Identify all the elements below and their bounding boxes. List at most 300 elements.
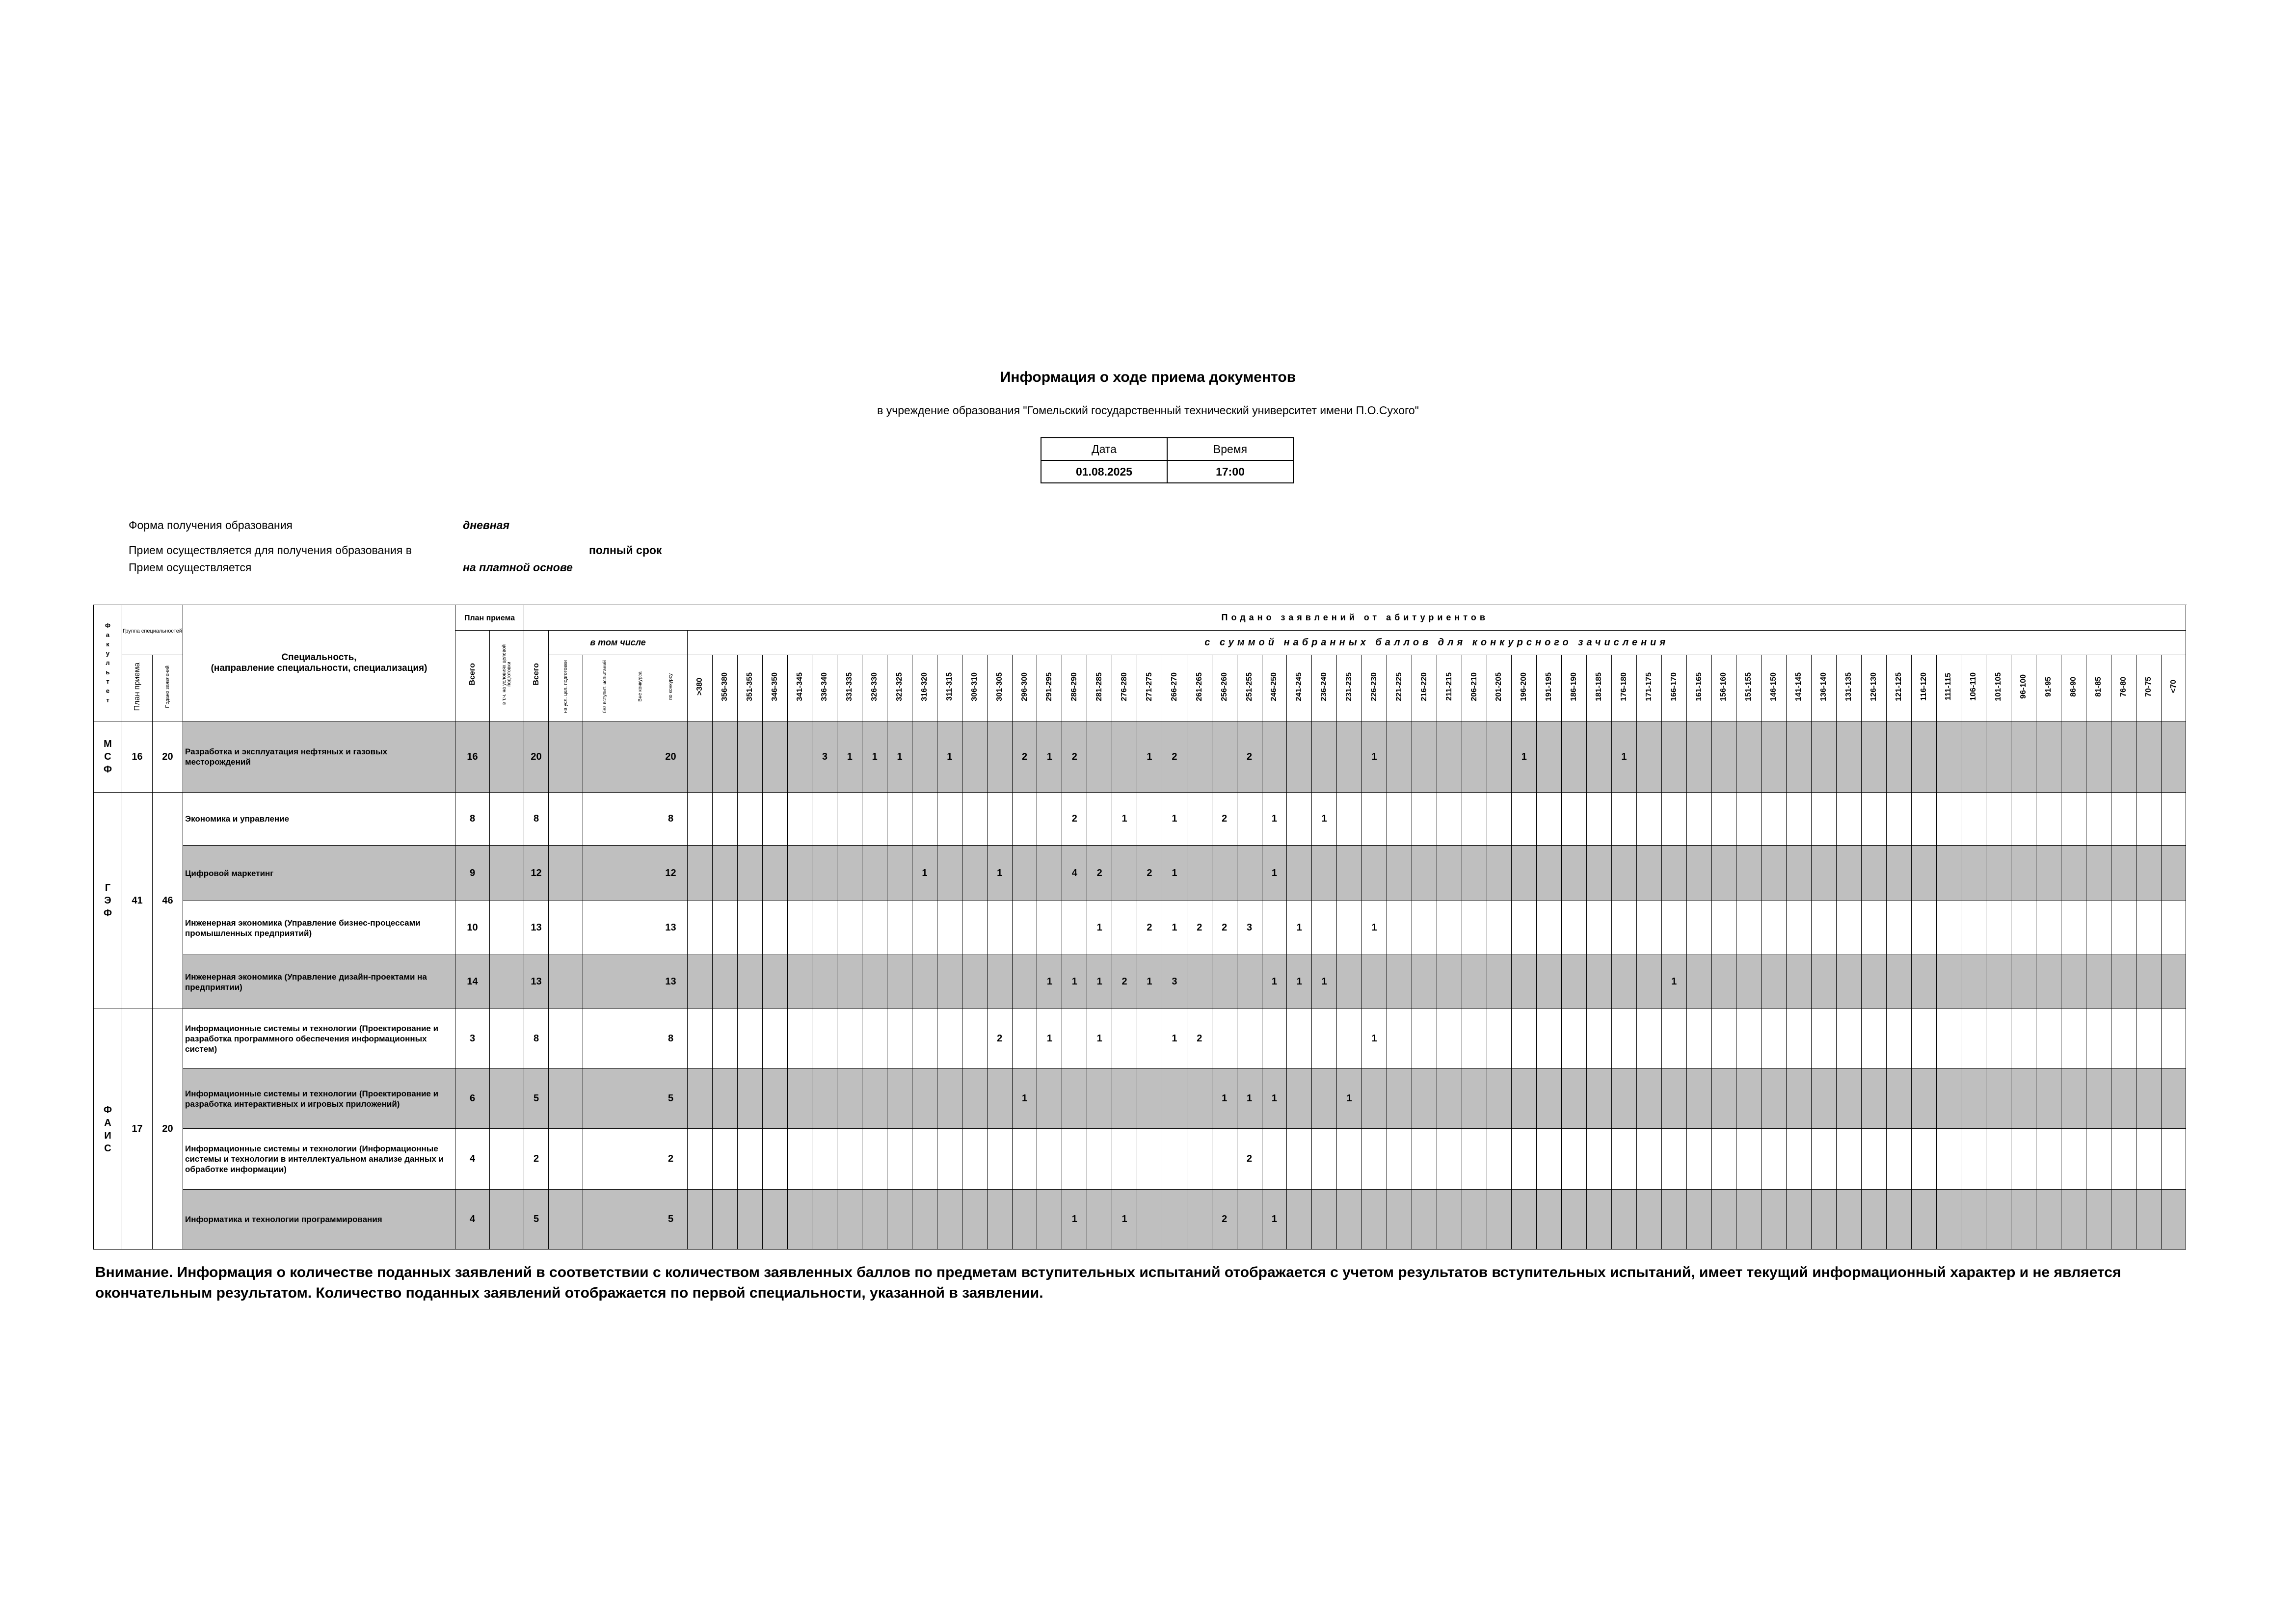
score-range-header: [1787, 655, 1812, 721]
score-cell: [1162, 1190, 1187, 1250]
score-range-label: 326-330: [870, 672, 879, 701]
score-cell: [937, 955, 962, 1009]
score-cell: [1412, 1190, 1437, 1250]
score-cell: [2111, 1009, 2136, 1069]
score-cell: [2061, 955, 2086, 1009]
score-cell: [762, 793, 787, 846]
score-cell: [1037, 1069, 1062, 1129]
time-value: 17:00: [1167, 460, 1293, 483]
score-range-label: 91-95: [2044, 676, 2053, 697]
score-value: 1: [1046, 1033, 1052, 1044]
score-cell: [1562, 901, 1587, 955]
score-range-label: 111-115: [1944, 672, 1953, 701]
score-cell: [787, 1129, 812, 1190]
score-value: 2: [1246, 1153, 1253, 1164]
score-cell: [812, 1129, 837, 1190]
score-range-header: [1237, 655, 1262, 721]
score-value: 1: [1172, 1033, 1177, 1044]
score-range-header: [1212, 655, 1237, 721]
score-cell: [1936, 901, 1961, 955]
score-cell: [2061, 901, 2086, 955]
score-cell: [1062, 846, 1087, 901]
score-range-header: [1861, 655, 1886, 721]
score-cell: [1362, 846, 1387, 901]
score-range-header: [2011, 655, 2036, 721]
score-range-header: [1137, 655, 1162, 721]
score-cell: [1137, 846, 1162, 901]
score-range-header: [1337, 655, 1362, 721]
score-cell: [1861, 955, 1886, 1009]
score-cell: [1362, 721, 1387, 793]
plan-value: 10: [467, 922, 478, 933]
group-header-label: Группа специальностей: [122, 628, 183, 634]
incl-competition-cell: [654, 721, 688, 793]
score-cell: [1562, 721, 1587, 793]
score-value: 4: [1071, 867, 1077, 879]
score-value: 1: [1371, 751, 1377, 762]
specialty-cell: [183, 1190, 455, 1250]
score-range-header: [762, 655, 787, 721]
score-range-label: 351-355: [745, 672, 754, 701]
score-cell: [1037, 1009, 1062, 1069]
score-cell: [1836, 955, 1861, 1009]
score-range-label: 246-250: [1270, 672, 1279, 701]
score-cell: [1137, 1069, 1162, 1129]
score-cell: [2086, 955, 2111, 1009]
score-value: 1: [1296, 976, 1302, 987]
score-range-header: [2061, 655, 2086, 721]
score-cell: [1287, 1190, 1312, 1250]
score-cell: [1462, 955, 1487, 1009]
score-value: 1: [1172, 922, 1177, 933]
score-cell: [737, 846, 762, 901]
score-cell: [2111, 1190, 2136, 1250]
score-cell: [887, 1009, 912, 1069]
score-range-header: [1112, 655, 1137, 721]
score-cell: [1961, 721, 1986, 793]
table-row: [94, 1069, 2186, 1129]
score-cell: [1686, 955, 1711, 1009]
score-cell: [1037, 846, 1062, 901]
incl-target-cell: [549, 1190, 583, 1250]
score-cell: [1462, 721, 1487, 793]
score-range-header: [1986, 655, 2011, 721]
score-range-header: [1936, 655, 1961, 721]
score-value: 2: [1147, 922, 1152, 933]
score-cell: [787, 901, 812, 955]
score-cell: [1312, 1129, 1337, 1190]
score-range-label: 316-320: [920, 672, 929, 701]
score-cell: [1512, 846, 1537, 901]
score-cell: [1112, 721, 1137, 793]
score-cell: [2036, 721, 2061, 793]
score-cell: [912, 1069, 937, 1129]
score-cell: [1487, 721, 1512, 793]
plan-total-label: Всего: [468, 663, 477, 686]
score-cell: [1137, 1190, 1162, 1250]
score-cell: [1137, 955, 1162, 1009]
score-range-label: 286-290: [1070, 672, 1079, 701]
score-value: 2: [1222, 813, 1228, 824]
score-value: 1: [1271, 813, 1277, 824]
score-cell: [1611, 721, 1636, 793]
score-cell: [837, 901, 862, 955]
score-cell: [1961, 1190, 1986, 1250]
score-cell: [1911, 1190, 1936, 1250]
group-plan-value: 16: [132, 751, 143, 762]
score-cell: [1162, 1069, 1187, 1129]
score-cell: [1237, 846, 1262, 901]
score-cell: [887, 1190, 912, 1250]
score-range-header: [1611, 655, 1636, 721]
score-range-label: 296-300: [1020, 672, 1029, 701]
score-cell: [1911, 1129, 1936, 1190]
incl-outside-cell: [627, 793, 654, 846]
score-range-label: 356-380: [720, 672, 729, 701]
score-cell: [1686, 1069, 1711, 1129]
table-row: [94, 1009, 2186, 1069]
score-cell: [2111, 793, 2136, 846]
basis-value: на платной основе: [463, 561, 573, 574]
group-apps-cell: [153, 1009, 183, 1250]
score-range-header: [1587, 655, 1612, 721]
score-value: 2: [997, 1033, 1003, 1044]
apps-total-cell: [524, 721, 549, 793]
score-range-label: 181-185: [1595, 672, 1603, 701]
score-cell: [1636, 721, 1661, 793]
score-cell: [2161, 901, 2186, 955]
plan-target-cell: [490, 846, 524, 901]
score-cell: [1886, 1009, 1911, 1069]
group-plan-cell: [122, 721, 153, 793]
score-cell: [688, 1009, 713, 1069]
apps-total-cell: [524, 1069, 549, 1129]
score-cell: [1337, 1190, 1362, 1250]
score-range-header: [937, 655, 962, 721]
score-range-header: [2036, 655, 2061, 721]
score-cell: [987, 1009, 1012, 1069]
score-range-label: 191-195: [1545, 672, 1553, 701]
score-cell: [1762, 1129, 1787, 1190]
score-cell: [1012, 1069, 1037, 1129]
score-cell: [1087, 901, 1112, 955]
score-range-header: [787, 655, 812, 721]
score-value: 1: [1271, 976, 1277, 987]
score-cell: [887, 955, 912, 1009]
specialty-name: Информационные системы и технологии (Информационные системы и технологии в интеллектуальном анализе данных и обработке информации): [185, 1144, 444, 1174]
score-cell: [1212, 1190, 1237, 1250]
score-cell: [1537, 1069, 1562, 1129]
score-value: 3: [1172, 976, 1177, 987]
score-value: 1: [1172, 867, 1177, 879]
score-cell: [912, 721, 937, 793]
plan-target-cell: [490, 1190, 524, 1250]
score-cell: [712, 1009, 737, 1069]
score-cell: [1262, 1129, 1287, 1190]
score-range-label: 336-340: [820, 672, 829, 701]
score-cell: [1986, 901, 2011, 955]
score-cell: [1762, 846, 1787, 901]
score-cell: [1487, 1190, 1512, 1250]
score-cell: [1787, 1069, 1812, 1129]
score-cell: [1911, 846, 1936, 901]
score-cell: [2061, 846, 2086, 901]
score-cell: [1287, 1009, 1312, 1069]
score-cell: [1961, 901, 1986, 955]
score-range-label: 166-170: [1669, 672, 1678, 701]
apps-total-label: Всего: [532, 663, 540, 686]
incl-competition-cell: [654, 1069, 688, 1129]
score-cell: [2036, 1009, 2061, 1069]
score-cell: [2136, 1129, 2161, 1190]
incl-target-cell: [549, 901, 583, 955]
score-cell: [1762, 721, 1787, 793]
score-cell: [688, 955, 713, 1009]
incl-target-header: [549, 655, 583, 721]
score-cell: [1911, 955, 1936, 1009]
score-cell: [1611, 846, 1636, 901]
score-value: 1: [1371, 1033, 1377, 1044]
score-cell: [1711, 1129, 1736, 1190]
score-cell: [887, 901, 912, 955]
score-cell: [1836, 1069, 1861, 1129]
score-value: 1: [1271, 867, 1277, 879]
score-cell: [1686, 901, 1711, 955]
score-cell: [1886, 1190, 1911, 1250]
score-cell: [2111, 955, 2136, 1009]
plan-cell: [455, 793, 490, 846]
score-cell: [1362, 901, 1387, 955]
score-cell: [1287, 1129, 1312, 1190]
score-cell: [1936, 1069, 1961, 1129]
score-cell: [1986, 846, 2011, 901]
score-range-label: 251-255: [1245, 672, 1254, 701]
score-cell: [1137, 721, 1162, 793]
group-plan-cell: [122, 793, 153, 1009]
incl-noexam-cell: [583, 721, 627, 793]
apps-total-cell: [524, 846, 549, 901]
score-cell: [1062, 1129, 1087, 1190]
score-cell: [1012, 901, 1037, 955]
score-cell: [2086, 1009, 2111, 1069]
incl-outside-cell: [627, 1069, 654, 1129]
score-cell: [1961, 1129, 1986, 1190]
score-cell: [1137, 1009, 1162, 1069]
score-cell: [1212, 1009, 1237, 1069]
score-range-label: 216-220: [1419, 672, 1428, 701]
score-cell: [1062, 901, 1087, 955]
plan-value: 9: [469, 867, 476, 879]
score-cell: [787, 721, 812, 793]
score-cell: [1886, 846, 1911, 901]
plan-cell: [455, 1009, 490, 1069]
score-cell: [1112, 1069, 1137, 1129]
term-label: Прием осуществляется для получения образования в: [129, 544, 412, 557]
score-cell: [1387, 1009, 1412, 1069]
score-range-label: 171-175: [1644, 672, 1653, 701]
score-cell: [1237, 955, 1262, 1009]
score-cell: [1487, 1069, 1512, 1129]
incl-target-cell: [549, 721, 583, 793]
plan-target-cell: [490, 721, 524, 793]
score-value: 1: [1222, 1093, 1228, 1104]
plan-cell: [455, 721, 490, 793]
score-cell: [1836, 1009, 1861, 1069]
score-cell: [1812, 793, 1837, 846]
apps-total-value: 12: [531, 867, 542, 879]
score-cell: [1312, 1009, 1337, 1069]
score-cell: [2086, 1129, 2111, 1190]
score-cell: [1237, 1190, 1262, 1250]
score-cell: [1736, 846, 1762, 901]
score-cell: [1462, 1190, 1487, 1250]
score-cell: [1387, 846, 1412, 901]
score-cell: [1861, 901, 1886, 955]
score-cell: [1611, 901, 1636, 955]
score-cell: [962, 1009, 987, 1069]
incl-competition-label: по конкурсу: [667, 673, 673, 700]
plan-value: 8: [469, 813, 476, 824]
incl-competition-header: [654, 655, 688, 721]
score-cell: [688, 846, 713, 901]
score-cell: [837, 721, 862, 793]
score-cell: [1537, 1009, 1562, 1069]
plan-value: 14: [467, 976, 478, 987]
plan-value: 4: [469, 1153, 476, 1164]
score-cell: [1736, 1009, 1762, 1069]
score-cell: [1012, 1009, 1037, 1069]
score-cell: [912, 955, 937, 1009]
score-cell: [688, 1190, 713, 1250]
score-cell: [1562, 1069, 1587, 1129]
incl-target-cell: [549, 846, 583, 901]
score-cell: [1861, 846, 1886, 901]
score-cell: [712, 1069, 737, 1129]
score-cell: [862, 1069, 887, 1129]
incl-noexam-cell: [583, 1129, 627, 1190]
score-range-label: 76-80: [2119, 676, 2128, 697]
score-cell: [1587, 846, 1612, 901]
date-value: 01.08.2025: [1041, 460, 1167, 483]
score-cell: [1237, 1069, 1262, 1129]
score-cell: [1437, 901, 1462, 955]
score-cell: [1212, 1069, 1237, 1129]
form-label: Форма получения образования: [129, 519, 293, 532]
score-cell: [1437, 1009, 1462, 1069]
incl-outside-header: [627, 655, 654, 721]
apps-total-cell: [524, 1009, 549, 1069]
score-cell: [2161, 1069, 2186, 1129]
plan-value: 6: [469, 1093, 476, 1104]
incl-target-cell: [549, 955, 583, 1009]
apps-total-value: 13: [531, 976, 542, 987]
apps-total-cell: [524, 793, 549, 846]
apps-total-cell: [524, 1129, 549, 1190]
score-cell: [762, 1069, 787, 1129]
score-cell: [1711, 721, 1736, 793]
specialty-name: Инженерная экономика (Управление дизайн-проектами на предприятии): [185, 972, 427, 992]
score-cell: [787, 1069, 812, 1129]
score-cell: [1961, 955, 1986, 1009]
specialty-cell: [183, 1009, 455, 1069]
score-cell: [1412, 721, 1437, 793]
score-cell: [1387, 1190, 1412, 1250]
attention-note: Внимание. Информация о количестве поданных заявлений в соответствии с количеством заявленных баллов по предметам вступительных испытаний отображается с учетом результатов вступительных испытаний, имеет текущий информационный характер и не является окончательным результатом. Количество поданных заявлений отображается по первой специальности, указанной в заявлении.: [95, 1264, 2121, 1301]
plan-total-header: [455, 631, 490, 721]
score-cell: [1312, 901, 1337, 955]
score-range-header: [2161, 655, 2186, 721]
faculty-letter: С: [104, 1143, 111, 1154]
score-cell: [1062, 1009, 1087, 1069]
score-cell: [1412, 901, 1437, 955]
score-cell: [1487, 955, 1512, 1009]
score-range-label: 70-75: [2144, 676, 2153, 697]
score-cell: [2161, 1129, 2186, 1190]
score-range-header: [1412, 655, 1437, 721]
specialty-name: Информатика и технологии программирования: [185, 1215, 382, 1224]
score-range-label: 261-265: [1195, 672, 1203, 701]
score-range-label: 101-105: [1994, 672, 2003, 701]
score-cell: [1412, 1129, 1437, 1190]
score-cell: [1037, 1129, 1062, 1190]
score-cell: [1587, 955, 1612, 1009]
score-range-header: [1711, 655, 1736, 721]
score-cell: [1187, 1129, 1212, 1190]
score-cell: [1587, 901, 1612, 955]
score-cell: [1936, 721, 1961, 793]
score-cell: [2136, 793, 2161, 846]
apps-header: [524, 605, 2186, 631]
score-cell: [1512, 1069, 1537, 1129]
score-cell: [2011, 1129, 2036, 1190]
score-cell: [1187, 793, 1212, 846]
score-cell: [837, 1190, 862, 1250]
score-cell: [1087, 1009, 1112, 1069]
score-value: 2: [1222, 1214, 1228, 1225]
score-value: 1: [1071, 976, 1077, 987]
score-cell: [1412, 793, 1437, 846]
score-cell: [1262, 1190, 1287, 1250]
score-cell: [1262, 901, 1287, 955]
score-cell: [1711, 1069, 1736, 1129]
score-cell: [1736, 721, 1762, 793]
score-cell: [787, 1190, 812, 1250]
score-cell: [837, 1009, 862, 1069]
score-range-label: >380: [695, 677, 704, 696]
score-cell: [1787, 721, 1812, 793]
score-cell: [1537, 901, 1562, 955]
score-range-header: [1961, 655, 1986, 721]
score-value: 2: [1197, 922, 1202, 933]
score-cell: [1212, 1129, 1237, 1190]
score-cell: [1087, 793, 1112, 846]
score-range-label: 146-150: [1769, 672, 1778, 701]
score-cell: [1412, 846, 1437, 901]
score-range-label: 156-160: [1719, 672, 1728, 701]
score-cell: [812, 793, 837, 846]
score-value: 1: [872, 751, 878, 762]
specialty-cell: [183, 901, 455, 955]
specialty-name: Разработка и эксплуатация нефтяных и газовых месторождений: [185, 747, 388, 767]
faculty-letter: С: [104, 751, 111, 762]
score-cell: [1462, 846, 1487, 901]
incl-competition-cell: [654, 1129, 688, 1190]
score-cell: [1936, 1129, 1961, 1190]
score-value: 1: [1172, 813, 1177, 824]
score-cell: [1861, 1069, 1886, 1129]
score-cell: [912, 1129, 937, 1190]
score-cell: [1512, 721, 1537, 793]
